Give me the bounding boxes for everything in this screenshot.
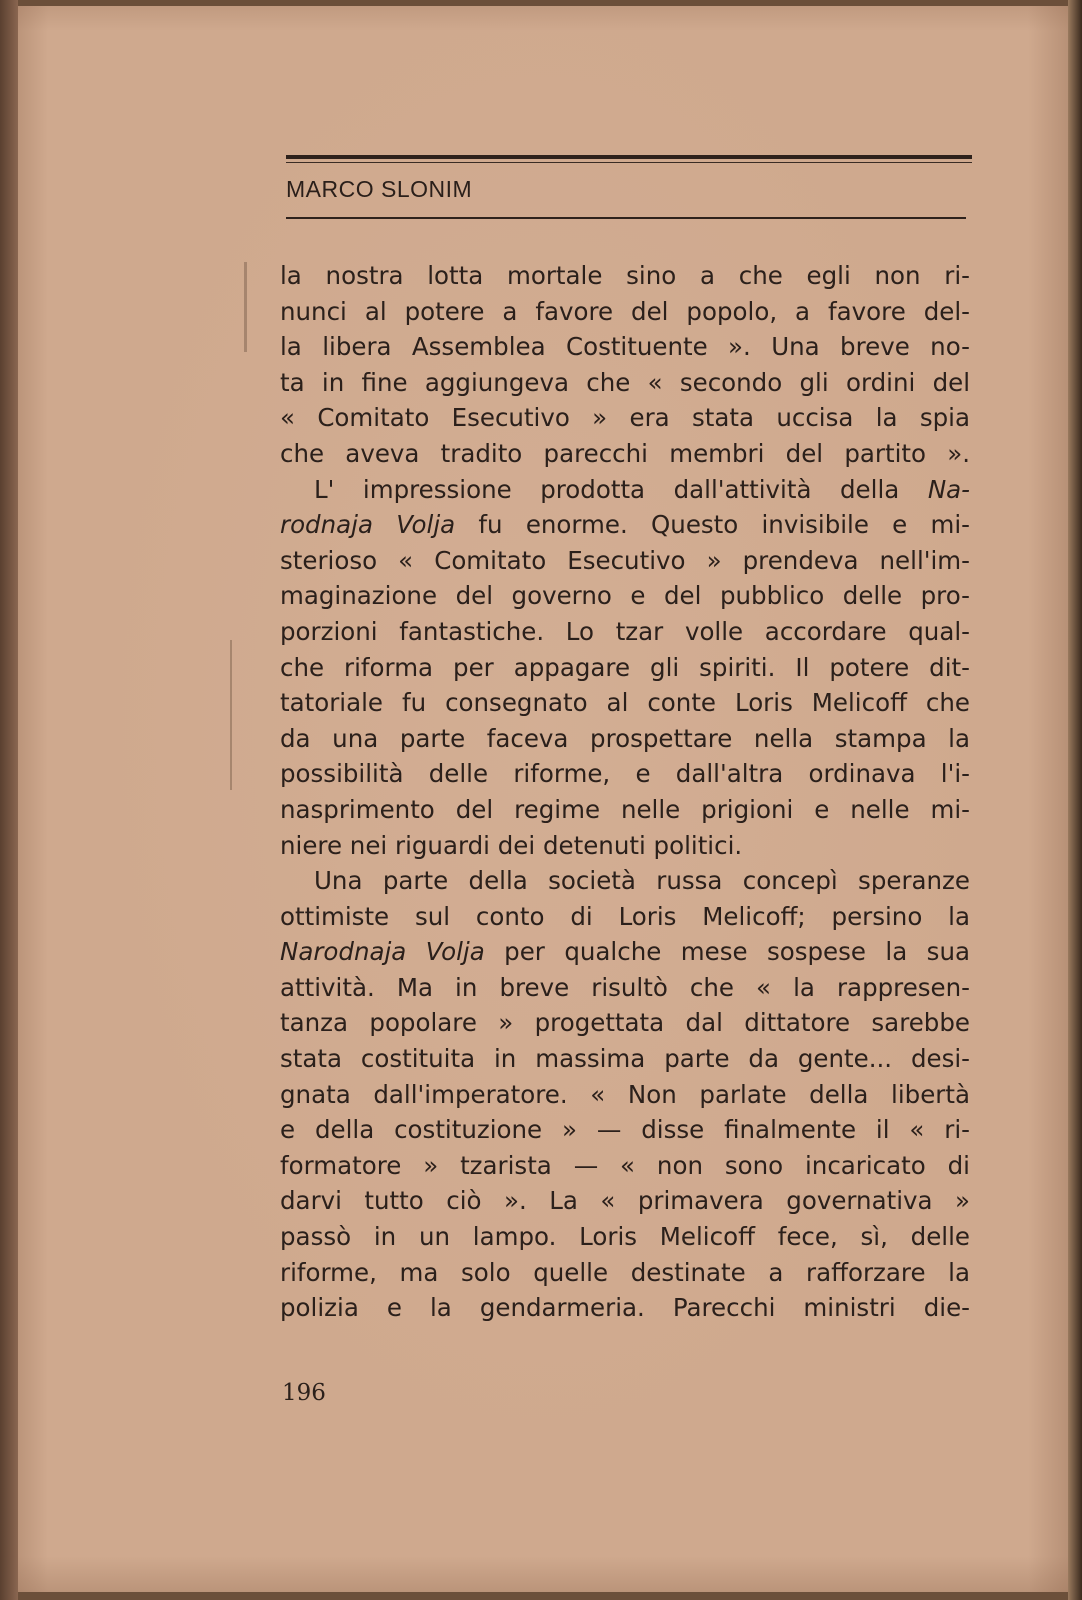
text-line: che aveva tradito parecchi membri del partito ». (280, 438, 970, 468)
text-line: ta in fine aggiungeva che « secondo gli ordini del (280, 367, 970, 397)
page-number: 196 (282, 1380, 326, 1406)
book-spine-edge (0, 0, 18, 1600)
header-rule-thin (286, 162, 972, 163)
text-line: riforme, ma solo quelle destinate a rafforzare la (280, 1257, 970, 1287)
header-underline (286, 217, 966, 219)
text-line: porzioni fantastiche. Lo tzar volle accordare qual- (280, 616, 970, 646)
text-line: tanza popolare » progettata dal dittatore sarebbe (280, 1008, 970, 1038)
text-line: formatore » tzarista — « non sono incaricato di (280, 1150, 970, 1180)
margin-mark (244, 262, 247, 352)
text-line: tatoriale fu consegnato al conte Loris Melicoff che (280, 688, 970, 718)
text-line: possibilità delle riforme, e dall'altra ordinava l'i- (280, 759, 970, 789)
text-line: sterioso « Comitato Esecutivo » prendeva nell'im- (280, 545, 970, 575)
text-line: e della costituzione » — disse finalmente il « ri- (280, 1115, 970, 1145)
text-line: rodnaja Volja fu enorme. Questo invisibile e mi- (280, 510, 971, 540)
text-line: nasprimento del regime nelle prigioni e nelle mi- (280, 794, 970, 824)
running-head: MARCO SLONIM (286, 176, 473, 202)
margin-mark (230, 640, 232, 790)
text-line: passò in un lampo. Loris Melicoff fece, sì, delle (280, 1222, 970, 1252)
text-line: da una parte faceva prospettare nella stampa la (280, 723, 970, 753)
text-line: « Comitato Esecutivo » era stata uccisa la spia (280, 403, 970, 433)
page-edge (1068, 0, 1082, 1600)
text-line: la libera Assemblea Costituente ». Una breve no- (280, 332, 970, 362)
text-line: la nostra lotta mortale sino a che egli non ri- (280, 261, 970, 290)
text-line: gnata dall'imperatore. « Non parlate della libertà (280, 1079, 970, 1109)
text-line: L' impressione prodotta dall'attività della Na- (314, 474, 970, 504)
text-line: niere nei riguardi dei detenuti politici. (280, 830, 743, 860)
text-line: ottimiste sul conto di Loris Melicoff; persino la (280, 901, 970, 931)
text-line: darvi tutto ciò ». La « primavera governativa » (280, 1186, 970, 1216)
text-line: stata costituita in massima parte da gente... desi- (280, 1044, 970, 1074)
text-line: nunci al potere a favore del popolo, a favore del- (280, 296, 970, 326)
text-line: Narodnaja Volja per qualche mese sospese la sua (280, 937, 970, 967)
body-text (280, 258, 970, 1326)
text-line: maginazione del governo e del pubblico delle pro- (280, 581, 970, 611)
text-line: polizia e la gendarmeria. Parecchi ministri die- (280, 1293, 970, 1323)
text-line: attività. Ma in breve risultò che « la rappresen- (280, 972, 970, 1002)
header-rule (286, 155, 972, 159)
text-line: che riforma per appagare gli spiriti. Il potere dit- (280, 652, 970, 682)
text-line: Una parte della società russa concepì speranze (314, 866, 970, 896)
